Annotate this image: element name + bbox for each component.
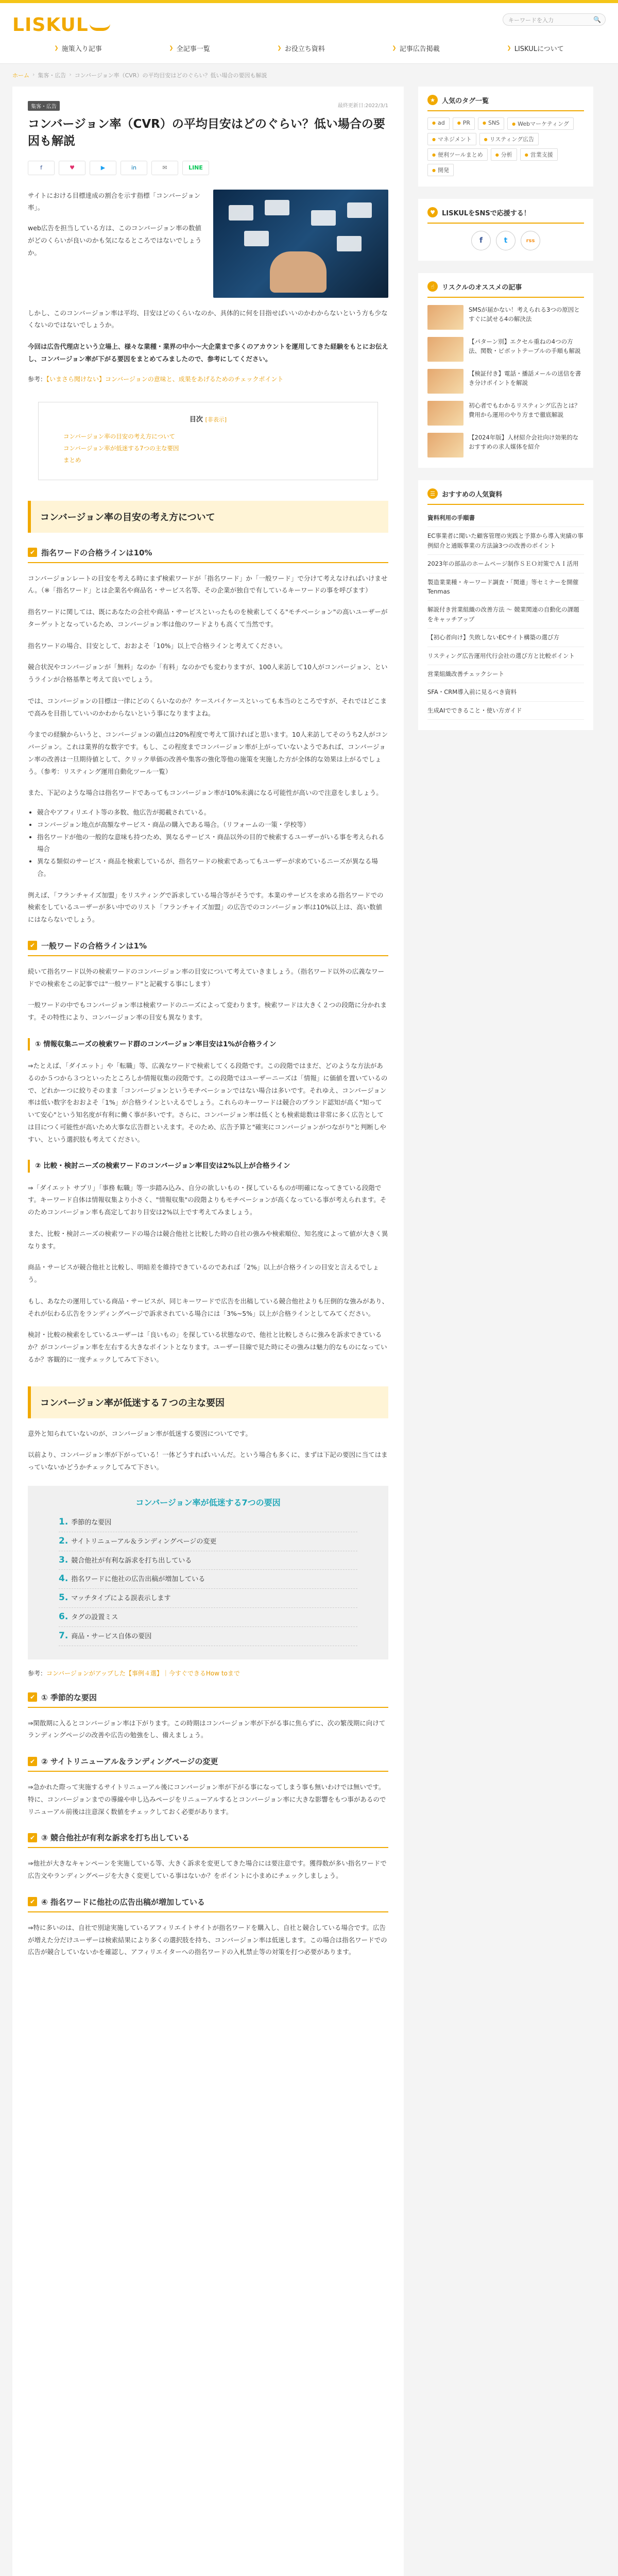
breadcrumb-separator: › bbox=[32, 71, 35, 78]
page-title: コンバージョン率（CVR）の平均目安はどのぐらい？低い場合の要因も解説 bbox=[28, 117, 385, 148]
body-paragraph: では、コンバージョンの目標は一律にどのくらいなのか？ケースバイケースといっても本当のところですが、それではどこまで高みを目指していいのかわからないという事になりますよね。 bbox=[28, 697, 387, 717]
list-item: • 異なる類似のサービス・商品を検索しているが、指名ワードの検索であってもユーザーが求めているニーズが異なる場合。 bbox=[37, 855, 388, 880]
subsection-heading: ✔ ② サイトリニューアル＆ランディングページの変更 bbox=[28, 1756, 388, 1772]
section-heading: コンバージョン率が低迷する７つの主な要因 bbox=[28, 1386, 388, 1418]
nav-item-ad-placement[interactable]: ❯ 記事広告掲載 bbox=[392, 45, 440, 53]
body-paragraph: また、比較・検討ニーズの検索ワードの場合は競合他社と比較した時の自社の強みや検索順位、知名度によって値が大きく異なります。 bbox=[28, 1229, 388, 1250]
article-thumbnail bbox=[427, 337, 464, 362]
reason-item: 4. 指名ワードに他社の広告出稿が増加している bbox=[59, 1570, 357, 1589]
article bbox=[12, 87, 404, 2576]
tag-link[interactable]: ● Webマーケティング bbox=[507, 117, 574, 130]
heart-icon: ♥ bbox=[427, 207, 438, 217]
check-icon: ✔ bbox=[28, 1757, 37, 1766]
search-input[interactable]: キーワードを入力 🔍 bbox=[503, 13, 606, 26]
check-icon: ✔ bbox=[28, 548, 37, 557]
check-icon: ✔ bbox=[28, 1897, 37, 1906]
recommended-article[interactable]: 初心者でもわかるリスティング広告とは？費用から運用のやり方まで徹底解説 bbox=[427, 401, 584, 426]
main-nav bbox=[0, 43, 618, 53]
thumbs-up-icon: ☝ bbox=[427, 281, 438, 292]
list-item: • 指名ワードが他の一般的な意味も持つため、異なるサービス・商品以外の目的で検索するユーザーがいる事を考えられる場合 bbox=[37, 831, 388, 856]
tag-link[interactable]: ● 便利ツールまとめ bbox=[427, 148, 488, 161]
reference-line: 参考：【いまさら聞けない】コンバージョンの意味と、成果をあげるためのチェックポイント bbox=[28, 375, 284, 383]
reasons-box-title: コンバージョン率が低迷する7つの要因 bbox=[135, 1497, 281, 1507]
body-paragraph: 競合状況やコンバージョンが「無料」なのか「有料」なのかでも変わりますが、100人来訪して10人がコンバージョン、というラインが合格基準と考えて良いでしょう。 bbox=[28, 663, 388, 684]
search-icon[interactable]: 🔍 bbox=[593, 16, 601, 23]
body-paragraph: コンバージョンレートの目安を考える時にまず検索ワードが「指名ワード」か「一般ワード」で分けて考えなければいけません。（※「指名ワード」とは企業名や商品名・サービス名等、その企業が独自で有しているキーワードの事を呼びます） bbox=[28, 574, 388, 595]
recommended-article[interactable]: 【2024年版】人材紹介会社向け効果的なおすすめの求人媒体を紹介 bbox=[427, 433, 584, 457]
document-icon: ☰ bbox=[427, 488, 438, 499]
tag-icon: ★ bbox=[427, 95, 438, 105]
reasons-summary-box bbox=[28, 1486, 388, 1659]
breadcrumb-category[interactable]: 集客・広告 bbox=[38, 72, 66, 79]
sidebar bbox=[418, 87, 593, 2576]
body-paragraph: もし、あなたの運用している商品・サービスが、同じキーワードで広告を出稿している競合他社よりも圧倒的な強みがあり、それが伝わる広告をランディングページで訴求されている場合には「3%~5%」以上が合格ラインとしてみてください。 bbox=[28, 1297, 389, 1317]
tag-link[interactable]: ● 営業支援 bbox=[520, 148, 558, 161]
site-logo[interactable]: LISKUL bbox=[12, 14, 110, 36]
tag-link[interactable]: ● SNS bbox=[478, 117, 504, 130]
body-paragraph: 指名ワードに関しては、既にあなたの会社や商品・サービスといったものを検索してくる"モチベーション"の高いユーザーがターゲットとなっているため、コンバージョン率は他のワードよりも高くて当然です。 bbox=[28, 608, 388, 628]
article-thumbnail bbox=[427, 305, 464, 330]
body-paragraph: 意外と知られていないのが、コンバージョン率が低迷する要因についてです。 bbox=[28, 1429, 252, 1437]
subsection-heading: ✔ ③ 競合他社が有利な訴求を打ち出している bbox=[28, 1832, 388, 1848]
body-paragraph: 検討・比較の検索をしているユーザーは「良いもの」を探している状態なので、他社と比較しさらに強みを訴求できているか？がコンバージョン率を左右する大きなポイントとなります。ユーザー目線で見た時にその強みは魅力的なものになっているか？客観的に一度チェックしてみて下さい。 bbox=[28, 1331, 387, 1363]
chevron-right-icon: ❯ bbox=[507, 45, 511, 51]
reason-item: 5. マッチタイプによる誤表示します bbox=[59, 1589, 357, 1608]
linkedin-share-button[interactable]: in bbox=[121, 161, 147, 175]
resource-link[interactable]: 【初心者向け】失敗しないECサイト構築の選び方 bbox=[427, 629, 584, 647]
reference-link[interactable]: 【いまさら聞けない】コンバージョンの意味と、成果をあげるためのチェックポイント bbox=[46, 375, 284, 383]
pocket-share-button[interactable]: ▶ bbox=[90, 161, 116, 175]
subsection-heading: ✔ ④ 指名ワードに他社の広告出稿が増加している bbox=[28, 1896, 388, 1912]
subsection-heading: ✔ 指名ワードの合格ラインは10% bbox=[28, 547, 388, 563]
table-of-contents: 目次 [非表示] コンバージョン率の目安の考え方について コンバージョン率が低迷する7つの主な要因 まとめ bbox=[38, 402, 378, 480]
chevron-right-icon: ❯ bbox=[54, 45, 59, 51]
check-icon: ✔ bbox=[28, 1692, 37, 1702]
reason-item: 2. サイトリニューアル＆ランディングページの変更 bbox=[59, 1532, 357, 1551]
body-paragraph: しかし、このコンバージョン率は平均、目安はどのくらいなのか、具体的に何を目指せばいいのかわからないという方も少なくないのではないでしょうか。 bbox=[28, 309, 388, 329]
reason-item: 1. 季節的な要因 bbox=[59, 1513, 357, 1532]
resource-link[interactable]: SFA・CRM導入前に見るべき資料 bbox=[427, 683, 584, 701]
twitter-icon[interactable]: t bbox=[496, 231, 516, 250]
breadcrumb-separator: › bbox=[69, 71, 72, 78]
tag-link[interactable]: ● PR bbox=[453, 117, 475, 130]
body-paragraph: ⇒急かれた際って実施するサイトリニューアル後にコンバージョン率が下がる事になってしまう事も無いわけでは無いです。特に、コンバージョンまでの導線や申し込みページをリニューアルするとコンバージョン率に大きな影響をもつ事があるのでリニューアル前後は注意深く数値をチェックしておく必要があります。 bbox=[28, 1783, 386, 1816]
reason-item: 3. 競合他社が有利な訴求を打ち出している bbox=[59, 1551, 357, 1570]
resource-link[interactable]: 2023年の部品のホームページ制作ＳＥＯ対策でＡＩ活用 bbox=[427, 555, 584, 573]
chevron-right-icon: ❯ bbox=[277, 45, 282, 51]
resource-link[interactable]: EC事業者に聞いた顧客管理の実践と予算から導入実績の事例紹介と通販事業の方法論3つの改善のポイント bbox=[427, 527, 584, 555]
tag-link[interactable]: ● ad bbox=[427, 117, 450, 130]
toc-item[interactable]: まとめ bbox=[63, 456, 81, 464]
check-icon: ✔ bbox=[28, 1833, 37, 1842]
share-buttons bbox=[28, 161, 388, 175]
body-paragraph: ⇒閑散期に入るとコンバージョン率は下がります。この時期はコンバージョン率が下がる事に焦らずに、次の繁茂期に向けてランディングページの改善や広告の勉強をし、備えましょう。 bbox=[28, 1719, 386, 1739]
bullet-list bbox=[28, 806, 388, 880]
minor-heading: ② 比較・検討ニーズの検索ワードのコンバージョン率目安は2%以上が合格ライン bbox=[28, 1160, 388, 1172]
resource-link[interactable]: 製造業業種・キーワード調査・「関連」等セミナーを開催 Tenmas bbox=[427, 573, 584, 601]
tag-link[interactable]: ● 開発 bbox=[427, 164, 454, 176]
nav-item-featured[interactable]: ❯ 施策入り記事 bbox=[54, 45, 102, 53]
body-paragraph: ⇒「ダイエット サプリ」「事務 転職」等一歩踏み込み、自分の欲しいもの・探しているものが明確になってきている段階です。キーワード自体は情報収集より小さく、"情報収集"の段階よりもモチベーションが高くなっている事が考えられます。そのためコンバージョン率も高定しており目安は2%以上です考えてみましょう。 bbox=[28, 1183, 387, 1216]
resource-link[interactable]: 資料利用の手順書 bbox=[427, 509, 584, 527]
article-thumbnail bbox=[427, 369, 464, 394]
body-paragraph-bold: 今回は広告代理店という立場上、様々な業種・業界の中小～大企業まで多くのアカウントを運用してきた経験をもとにお伝えし、コンバージョン率が下がる要因をまとめてみましたので、参考にしてください。 bbox=[28, 343, 388, 363]
popular-tags-card: ★ 人気のタグ一覧 ● ad ● PR ● SNS ● Webマーケティング ● マネジメント ● リスティング広告 ● 便利ツールまとめ ● 分析 ● 営業支援 ● 開発 bbox=[418, 87, 593, 187]
body-paragraph: 今までの経験からいうと、コンバージョンの顕点は20%程度で考えて頂ければと思います。10人来訪してそのうち2人がコンバージョン。これは業界的な数字です。もし、この程度までコンバージョン率が上がっていないようであれば、コンバージョン率の改善は一旦期待値として、クリック単価の改善や集客の強化等他の施策を実施した方が全体的な効果は上がるでしょう。（参考：リスティング運用自動化ツール一覧） bbox=[28, 731, 388, 775]
body-paragraph: 例えば、「フランチャイズ加盟」をリスティングで訴求している場合等がそうです。本業のサービスを求める指名ワードでの検索をしているユーザーが多い中でのリスト「フランチャイズ加盟」の広告でのコンバージョン率は10%以上は、高い数値にはならないでしょう。 bbox=[28, 891, 384, 924]
hero-image bbox=[213, 190, 388, 298]
recommended-articles-card: ☝ リスクルのオススメの記事 SMSが届かない！考えられる3つの原因とすぐに試せる4の解決法 【パターン別】エクセル重ねの4つの方法、関数・ピボットテーブルの手順も解説 【検証付き】電話・播話メールの送信を書き分けポイントを解説 初心者でもわかるリスティング広告とは？費用から運用のやり方まで徹底解説 【2024年版】人材紹介会社向け効果的なおすすめの求人媒体を紹介 bbox=[418, 273, 593, 468]
tag-link[interactable]: ● 分析 bbox=[491, 148, 517, 161]
list-item: • 競合やアフィリエイト等の多数、他広告が掲載されている。 bbox=[37, 806, 388, 819]
chevron-right-icon: ❯ bbox=[169, 45, 174, 51]
subsection-heading: ✔ ① 季節的な要因 bbox=[28, 1692, 388, 1708]
breadcrumb-current: コンバージョン率（CVR）の平均目安はどのぐらい？低い場合の要因も解説 bbox=[74, 72, 267, 79]
popular-resources-card: ☰ おすすめの人気資料 資料利用の手順書 EC事業者に聞いた顧客管理の実践と予算から導入実績の事例紹介と通販事業の方法論3つの改善のポイント 2023年の部品のホームページ制作ＳＥＯ対策でＡＩ活用 製造業業種・キーワード調査・「関連」等セミナーを開催 Tenmas 解説付き営業組織の改善方法 ～ 競業関連の自動化の課題をキャッチアップ 【初心者向け】失敗しないECサイト構築の選び方 リスティング広告運用代行会社の選び方と比較ポイント 営業組織改善チェックシート SFA・CRM導入前に見るべき資料 生成AIでできること・使い方ガイド bbox=[418, 480, 593, 730]
intro-paragraph: web広告を担当している方は、このコンバージョン率の数値がどのくらいが良いのかも気になるところではないでしょうか。 bbox=[28, 224, 202, 257]
body-paragraph: ⇒他社が大きなキャンペーンを実施している等、大きく訴求を変更してきた場合には要注意です。獲得数が多い指名ワードで広告文やランディングページを大きく変更している事はないか？をポイントに小まめにチェックしましょう。 bbox=[28, 1859, 387, 1880]
article-thumbnail bbox=[427, 401, 464, 426]
recommended-article[interactable]: SMSが届かない！考えられる3つの原因とすぐに試せる4の解決法 bbox=[427, 305, 584, 330]
body-paragraph: ⇒たとえば、「ダイエット」や「転職」等、広義なワードで検索してくる段階です。この段階ではまだ、どのような方法があるのか５つから３つといったところしか情報収集の段階です。この段階ではユーザーニーズは「情報」に価値を置いているので、どれかーつに絞りそのまま「コンバージョンというモチベーションではない場合は多いです。それゆえ、コンバージョン率は低い数字をおおよそ「1%」が合格ラインといえるでしょう。これらのキーワードは競合のブランド認知が高く"知っていて安心"という知名度が有利に働く事が多いです。さらに、コンバージョン率は低くとも検索総数は非常に多く広告としては目につく可能性が高いため大事な広告群といえます。そのため、広告予算と"確実にコンバージョンがつながり"と判断しやすい、という選択肢も考えてください。 bbox=[28, 1062, 388, 1143]
intro-paragraph: サイトにおける目標達成の割合を示す指標「コンバージョン率」。 bbox=[28, 191, 201, 212]
section-heading: コンバージョン率の目安の考え方について bbox=[28, 501, 388, 533]
body-paragraph: ⇒特に多いのは、自社で別途実施しているアフィリエイトサイトが指名ワードを購入し、自社と競合している場合です。広告が増えた分だけユーザーは検索結果により多くの選択肢を持ち、コンバージョン率は低迷します。この場合は指名ワードでの広告が競合していないかを確認し、アフィリエイターへの指名ワードの入札禁止等の対策を打つ必要があります。 bbox=[28, 1923, 387, 1956]
like-share-button[interactable]: ♥ bbox=[59, 161, 85, 175]
resource-link[interactable]: リスティング広告運用代行会社の選び方と比較ポイント bbox=[427, 647, 584, 665]
body-paragraph: 続いて指名ワード以外の検索ワードのコンバージョン率の目安について考えていきましょう。（指名ワード以外の広義なワードでの検索をこの記事では"一般ワード"と記載する事にします） bbox=[28, 967, 385, 988]
resource-link[interactable]: 生成AIでできること・使い方ガイド bbox=[427, 702, 584, 720]
facebook-icon[interactable]: f bbox=[471, 231, 491, 250]
body-paragraph: また、下記のような場合は指名ワードであってもコンバージョン率が10%未満になる可能性が高いので注意をしましょう。 bbox=[28, 789, 383, 797]
body-paragraph: 以前より、コンバージョン率が下がっている！一体どうすればいいんだ。という場合も多くに、まずは下記の要因に当てはまっていないかどうかチェックしてみて下さい。 bbox=[28, 1451, 388, 1471]
nav-item-all-articles[interactable]: ❯ 全記事一覧 bbox=[169, 45, 210, 53]
subsection-heading: ✔ 一般ワードの合格ラインは1% bbox=[28, 940, 388, 956]
body-paragraph: 商品・サービスが競合他社と比較し、明暗差を維持できているのであれば「2%」以上が合格ラインの目安と言えるでしょう。 bbox=[28, 1263, 379, 1284]
tag-link[interactable]: ● マネジメント bbox=[427, 133, 476, 145]
sns-card: ♥ LISKULをSNSで応援する！ f t rss bbox=[418, 199, 593, 261]
toc-toggle[interactable]: [非表示] bbox=[205, 416, 227, 423]
line-share-button[interactable]: LINE bbox=[182, 161, 209, 175]
recommended-article[interactable]: 【検証付き】電話・播話メールの送信を書き分けポイントを解説 bbox=[427, 369, 584, 394]
minor-heading: ① 情報収集ニーズの検索ワード群のコンバージョン率目安は1%が合格ライン bbox=[28, 1038, 388, 1050]
post-date: 最終更新日:2022/3/1 bbox=[337, 103, 388, 109]
breadcrumb-home[interactable]: ホーム bbox=[12, 72, 29, 79]
body-paragraph: 一般ワードの中でもコンバージョン率は検索ワードのニーズによって変わります。検索ワードは大きく２つの段階に分かれます。その特性により、コンバージョン率の目安も異なります。 bbox=[28, 1001, 387, 1022]
category-badge[interactable]: 集客・広告 bbox=[28, 101, 60, 111]
tag-link[interactable]: ● リスティング広告 bbox=[479, 133, 539, 145]
facebook-share-button[interactable]: f bbox=[28, 161, 55, 175]
article-thumbnail bbox=[427, 433, 464, 457]
resource-link[interactable]: 解説付き営業組織の改善方法 ～ 競業関連の自動化の課題をキャッチアップ bbox=[427, 601, 584, 629]
toc-item[interactable]: コンバージョン率が低迷する7つの主な要因 bbox=[63, 444, 179, 452]
reference-link[interactable]: コンバージョンがアップした【事例４選】｜今すぐできるHow toまで bbox=[46, 1669, 240, 1677]
email-share-button[interactable]: ✉ bbox=[151, 161, 178, 175]
nav-item-about[interactable]: ❯ LISKULについて bbox=[507, 45, 564, 53]
check-icon: ✔ bbox=[28, 941, 37, 950]
toc-item[interactable]: コンバージョン率の目安の考え方について bbox=[63, 432, 176, 440]
resource-link[interactable]: 営業組織改善チェックシート bbox=[427, 665, 584, 683]
site-header bbox=[0, 3, 618, 64]
breadcrumb bbox=[0, 64, 618, 87]
nav-item-resources[interactable]: ❯ お役立ち資料 bbox=[277, 45, 325, 53]
rss-icon[interactable]: rss bbox=[521, 231, 540, 250]
chevron-right-icon: ❯ bbox=[392, 45, 397, 51]
reason-item: 7. 商品・サービス自体の要因 bbox=[59, 1627, 357, 1646]
reason-item: 6. タグの設置ミス bbox=[59, 1608, 357, 1627]
list-item: • コンバージョン地点が高額なサービス・商品の購入である場合。（リフォームの一策・学校等） bbox=[37, 819, 388, 831]
body-paragraph: 指名ワードの場合、目安として、おおよそ「10%」以上で合格ラインと考えてください。 bbox=[28, 641, 287, 650]
recommended-article[interactable]: 【パターン別】エクセル重ねの4つの方法、関数・ピボットテーブルの手順も解説 bbox=[427, 337, 584, 362]
reference-line: 参考：コンバージョンがアップした【事例４選】｜今すぐできるHow toまで bbox=[28, 1669, 240, 1677]
